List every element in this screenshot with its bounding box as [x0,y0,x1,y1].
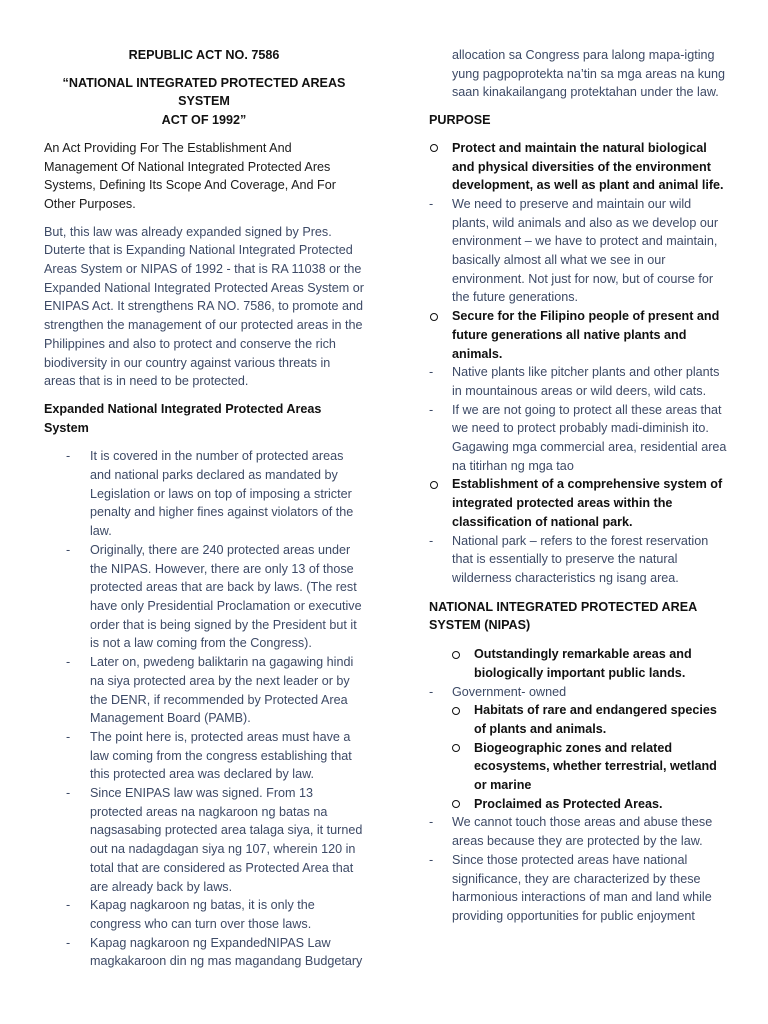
nipas-sub-text: Biogeographic zones and related ecosystems, whether terrestrial, wetland or marine [474,740,717,793]
nipas-sub-item [429,701,729,738]
nipas-sub-list [429,701,729,813]
purpose-notes-1 [429,195,729,307]
act-title-line-1: “NATIONAL INTEGRATED PROTECTED AREAS SYSTEM [62,75,346,109]
continuation-list [429,46,729,102]
list-item: - It is covered in the number of protected areas and national parks declared as mandated by Legislation or laws on top of imposing a stricter penalty and higher fines against violators of the law. [44,447,364,541]
continuation-text: allocation sa Congress para lalong mapa-igting yung pagpoprotekta na’tin sa mga areas na kung saan kinakailangang protektahan under the law. [452,48,726,100]
purpose-notes-2 [429,363,729,475]
enipas-subheading: Expanded National Integrated Protected Areas System [44,401,322,435]
circle-bullet-icon [452,744,460,752]
purpose-text: Protect and maintain the natural biological and physical diversities of the environment development, as well as plant and animal life. [452,140,724,193]
purpose-item [429,139,729,195]
nipas-sub-item [429,739,729,795]
right-column [429,0,729,926]
purpose-list-2 [429,307,729,363]
act-intro-paragraph: An Act Providing For The Establishment And Management Of National Integrated Protected Ares Systems, Defining Its Scope And Coverage, And For Other Purposes. [44,140,336,211]
list-item: - Kapag nagkaroon ng batas, it is only the congress who can turn over those laws. [44,896,364,933]
nipas-heading: NATIONAL INTEGRATED PROTECTED AREA SYSTEM (NIPAS) [429,599,697,633]
nipas-sub-text: Proclaimed as Protected Areas. [474,796,663,811]
nipas-item [429,645,729,682]
nipas-sub-item [429,795,729,814]
circle-bullet-icon [430,313,438,321]
circle-bullet-icon [452,651,460,659]
enipas-bullet-list [44,447,364,971]
purpose-list-3 [429,475,729,531]
list-item: - Since ENIPAS law was signed. From 13 protected areas na nagkaroon ng batas na nagsasabing protected area talaga siya, it turned out na nadagdagan siya ng 107, wherein 120 in total that are considered as Protected Area that are already back by laws. [44,784,364,896]
purpose-text: Secure for the Filipino people of present and future generations all native plants and animals. [452,309,720,361]
left-column [44,0,364,971]
purpose-notes-3 [429,532,729,588]
circle-bullet-icon [452,707,460,715]
circle-bullet-icon [452,800,460,808]
nipas-sub-text: Habitats of rare and endangered species of plants and animals. [474,703,717,736]
list-item: - Government- owned [429,683,729,702]
purpose-heading: PURPOSE [429,113,491,128]
list-item: - Native plants like pitcher plants and other plants in mountainous areas or wild deers, wild cats. [429,363,729,400]
circle-bullet-icon [430,481,438,489]
list-item: - Since those protected areas have national significance, they are characterized by these harmonious interactions of man and land while providing opportunities for public enjoyment [429,851,729,926]
list-item: - The point here is, protected areas must have a law coming from the congress establishing that this protected area was declared by law. [44,728,364,784]
purpose-item [429,307,729,363]
list-item: - We cannot touch those areas and abuse these areas because they are protected by the law. [429,813,729,850]
gov-owned-list [429,683,729,702]
list-item: - Originally, there are 240 protected areas under the NIPAS. However, there are only 13 of those protected areas that are back by laws. (The rest have only Presidential Proclamation or executive order that is being signed by the President but it is not a law coming from the Congress). [44,541,364,653]
act-title-line-2: ACT OF 1992” [161,113,247,128]
list-item: - National park – refers to the forest reservation that is essentially to preserve the natural wilderness characteristics ng isang area. [429,532,729,588]
act-number-heading: REPUBLIC ACT NO. 7586 [128,48,280,62]
purpose-item [429,475,729,531]
final-notes-list [429,813,729,925]
expanded-law-paragraph: But, this law was already expanded signed by Pres. Duterte that is Expanding National Integrated Protected Areas System or NIPAS of 1992 - that is RA 11038 or the Expanded National Integrated Protected Areas System or ENIPAS Act. It strengthens RA NO. 7586, to promote and strengthen the management of our protected areas in the Philippines and also to protect and conserve the rich biodiversity in our country against various threats in areas that is in need to be protected. [44,224,364,389]
purpose-text: Establishment of a comprehensive system of integrated protected areas within the classification of national park. [452,477,723,529]
nipas-list [429,645,729,682]
list-item: - Later on, pwedeng baliktarin na gagawing hindi na siya protected area by the next leader or by the DENR, if recommended by Protected Area Management Board (PAMB). [44,653,364,728]
nipas-text: Outstandingly remarkable areas and biologically important public lands. [474,647,692,680]
circle-bullet-icon [430,144,438,152]
list-item: - If we are not going to protect all these areas that we need to protect probably madi-diminish ito. Gagawing mga commercial area, residential area na titirhan ng mga tao [429,401,729,476]
purpose-list-1 [429,139,729,195]
list-item: - Kapag nagkaroon ng ExpandedNIPAS Law magkakaroon din ng mas magandang Budgetary [44,934,364,971]
list-item: - We need to preserve and maintain our wild plants, wild animals and also as we develop our environment – we have to protect and maintain, basically almost all what we see in our environment. Not just for now, but of course for the future generations. [429,195,729,307]
